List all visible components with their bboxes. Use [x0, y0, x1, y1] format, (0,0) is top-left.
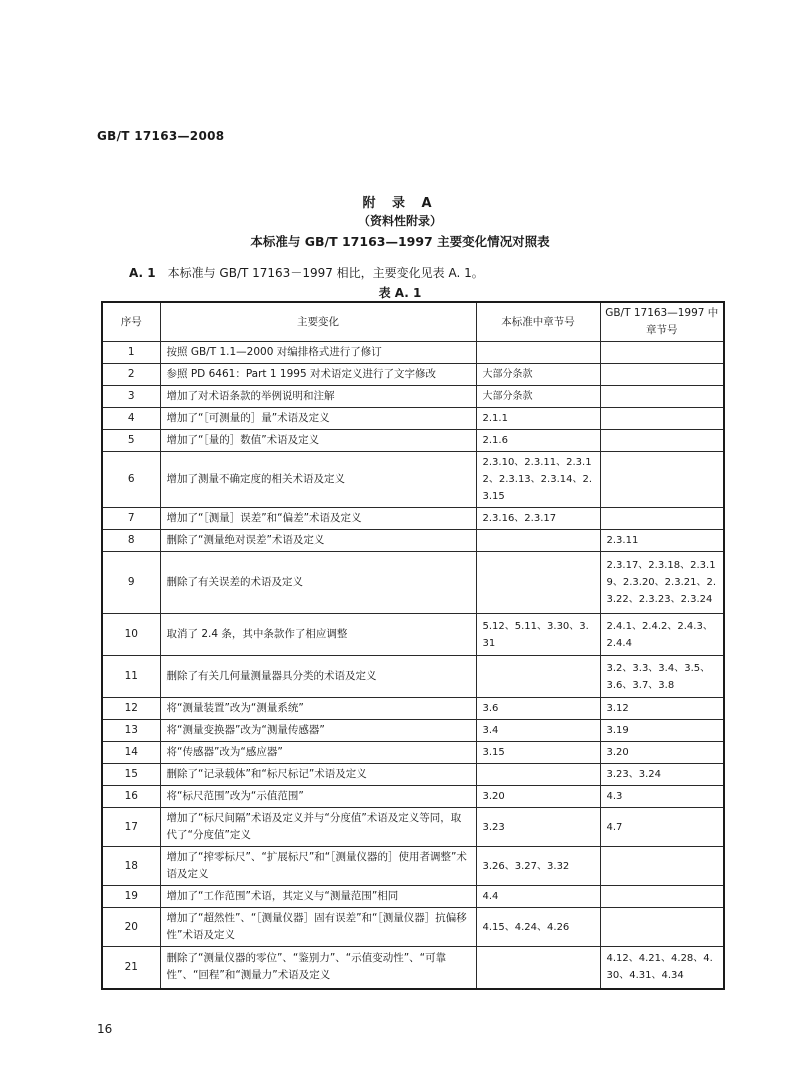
row-change: 增加了“标尺间隔”术语及定义并与“分度值”术语及定义等同，取代了“分度值”定义: [160, 808, 476, 847]
row-old-clause: 4.7: [600, 808, 724, 847]
row-change: 增加了“［测量］误差”和“偏差”术语及定义: [160, 508, 476, 530]
row-change: 删除了“测量绝对误差”术语及定义: [160, 530, 476, 552]
row-new-clause: 大部分条款: [476, 364, 600, 386]
row-new-clause: [476, 530, 600, 552]
appendix-subtitle: （资料性附录）: [357, 214, 442, 228]
table-row: [102, 847, 724, 886]
row-old-clause: 4.12、4.21、4.28、4.30、4.31、4.34: [600, 947, 724, 989]
document-id: GB/T 17163—2008: [97, 129, 225, 143]
row-number: 12: [102, 698, 160, 720]
row-change: 增加了“工作范围”术语，其定义与“测量范围”相同: [160, 886, 476, 908]
row-old-clause: 3.12: [600, 698, 724, 720]
row-change: 删除了有关几何量测量器具分类的术语及定义: [160, 656, 476, 698]
appendix-heading: 本标准与 GB/T 17163—1997 主要变化情况对照表: [250, 234, 550, 249]
row-number: 1: [102, 342, 160, 364]
table-row: [102, 698, 724, 720]
table-row: [102, 886, 724, 908]
appendix-title: 附 录 A: [362, 196, 438, 211]
row-new-clause: [476, 764, 600, 786]
row-number: 20: [102, 908, 160, 947]
row-change: 增加了对术语条款的举例说明和注解: [160, 386, 476, 408]
table-row: [102, 764, 724, 786]
row-number: 3: [102, 386, 160, 408]
row-old-clause: [600, 886, 724, 908]
row-number: 7: [102, 508, 160, 530]
table-row: [102, 508, 724, 530]
changes-table: [101, 301, 725, 990]
row-old-clause: 3.23、3.24: [600, 764, 724, 786]
row-new-clause: 2.1.1: [476, 408, 600, 430]
table-row: [102, 430, 724, 452]
row-new-clause: 2.3.16、2.3.17: [476, 508, 600, 530]
header-no: 序号: [102, 302, 160, 342]
row-new-clause: 4.4: [476, 886, 600, 908]
header-new-clause: 本标准中章节号: [476, 302, 600, 342]
row-new-clause: [476, 342, 600, 364]
row-old-clause: [600, 452, 724, 508]
row-number: 17: [102, 808, 160, 847]
row-old-clause: [600, 386, 724, 408]
row-new-clause: [476, 656, 600, 698]
row-old-clause: 2.4.1、2.4.2、2.4.3、2.4.4: [600, 614, 724, 656]
row-old-clause: 3.19: [600, 720, 724, 742]
row-new-clause: [476, 947, 600, 989]
row-old-clause: 2.3.17、2.3.18、2.3.19、2.3.20、2.3.21、2.3.22、2.3.23、2.3.24: [600, 552, 724, 614]
row-old-clause: [600, 508, 724, 530]
row-new-clause: 4.15、4.24、4.26: [476, 908, 600, 947]
clause-number: A. 1: [129, 266, 156, 280]
row-number: 18: [102, 847, 160, 886]
table-row: [102, 386, 724, 408]
row-number: 15: [102, 764, 160, 786]
table-row: [102, 342, 724, 364]
row-change: 删除了有关误差的术语及定义: [160, 552, 476, 614]
row-new-clause: 2.3.10、2.3.11、2.3.12、2.3.13、2.3.14、2.3.15: [476, 452, 600, 508]
clause-a1: [129, 264, 484, 281]
table-row: [102, 452, 724, 508]
row-change: 将“测量变换器”改为“测量传感器”: [160, 720, 476, 742]
table-row: [102, 786, 724, 808]
row-number: 4: [102, 408, 160, 430]
row-number: 2: [102, 364, 160, 386]
row-old-clause: [600, 908, 724, 947]
row-number: 14: [102, 742, 160, 764]
row-new-clause: 5.12、5.11、3.30、3.31: [476, 614, 600, 656]
clause-text: 本标准与 GB/T 17163－1997 相比，主要变化见表 A. 1。: [167, 266, 484, 280]
header-change: 主要变化: [160, 302, 476, 342]
row-number: 16: [102, 786, 160, 808]
table-caption: 表 A. 1: [378, 286, 422, 300]
row-number: 11: [102, 656, 160, 698]
row-change: 将“传感器”改为“感应器”: [160, 742, 476, 764]
row-old-clause: [600, 408, 724, 430]
table-row: [102, 742, 724, 764]
row-new-clause: [476, 552, 600, 614]
row-old-clause: [600, 847, 724, 886]
row-new-clause: 3.4: [476, 720, 600, 742]
row-number: 8: [102, 530, 160, 552]
row-number: 9: [102, 552, 160, 614]
row-change: 增加了测量不确定度的相关术语及定义: [160, 452, 476, 508]
row-change: 删除了“测量仪器的零位”、“鉴别力”、“示值变动性”、“可靠性”、“回程”和“测量力”术语及定义: [160, 947, 476, 989]
row-change: 取消了 2.4 条，其中条款作了相应调整: [160, 614, 476, 656]
table-row: [102, 552, 724, 614]
row-change: 参照 PD 6461：Part 1 1995 对术语定义进行了文字修改: [160, 364, 476, 386]
row-old-clause: [600, 430, 724, 452]
row-old-clause: 3.2、3.3、3.4、3.5、3.6、3.7、3.8: [600, 656, 724, 698]
row-change: 增加了“［可测量的］量”术语及定义: [160, 408, 476, 430]
row-new-clause: 3.26、3.27、3.32: [476, 847, 600, 886]
row-new-clause: 3.15: [476, 742, 600, 764]
table-row: [102, 656, 724, 698]
row-number: 6: [102, 452, 160, 508]
row-number: 21: [102, 947, 160, 989]
row-change: 增加了“超然性”、“［测量仪器］固有误差”和“［测量仪器］抗偏移性”术语及定义: [160, 908, 476, 947]
table-row: [102, 808, 724, 847]
row-old-clause: 3.20: [600, 742, 724, 764]
row-number: 5: [102, 430, 160, 452]
row-number: 13: [102, 720, 160, 742]
row-old-clause: 4.3: [600, 786, 724, 808]
table-row: [102, 530, 724, 552]
row-change: 增加了“［量的］数值”术语及定义: [160, 430, 476, 452]
table-row: [102, 614, 724, 656]
row-old-clause: [600, 364, 724, 386]
table-row: [102, 947, 724, 989]
row-old-clause: [600, 342, 724, 364]
table-row: [102, 364, 724, 386]
page-number: 16: [97, 1022, 113, 1036]
row-number: 10: [102, 614, 160, 656]
row-change: 增加了“搾零标尺”、“扩展标尺”和“［测量仪器的］使用者调整”术语及定义: [160, 847, 476, 886]
row-number: 19: [102, 886, 160, 908]
table-body: [102, 342, 724, 989]
table-header-row: [102, 302, 724, 342]
row-change: 按照 GB/T 1.1—2000 对编排格式进行了修订: [160, 342, 476, 364]
row-new-clause: 2.1.6: [476, 430, 600, 452]
table-row: [102, 408, 724, 430]
row-old-clause: 2.3.11: [600, 530, 724, 552]
table-row: [102, 908, 724, 947]
row-new-clause: 3.20: [476, 786, 600, 808]
row-new-clause: 3.6: [476, 698, 600, 720]
row-new-clause: 大部分条款: [476, 386, 600, 408]
row-change: 删除了“记录载体”和“标尺标记”术语及定义: [160, 764, 476, 786]
header-old-clause: GB/T 17163—1997 中章节号: [600, 302, 724, 342]
row-change: 将“标尺范围”改为“示值范围”: [160, 786, 476, 808]
table-row: [102, 720, 724, 742]
row-new-clause: 3.23: [476, 808, 600, 847]
row-change: 将“测量装置”改为“测量系统”: [160, 698, 476, 720]
